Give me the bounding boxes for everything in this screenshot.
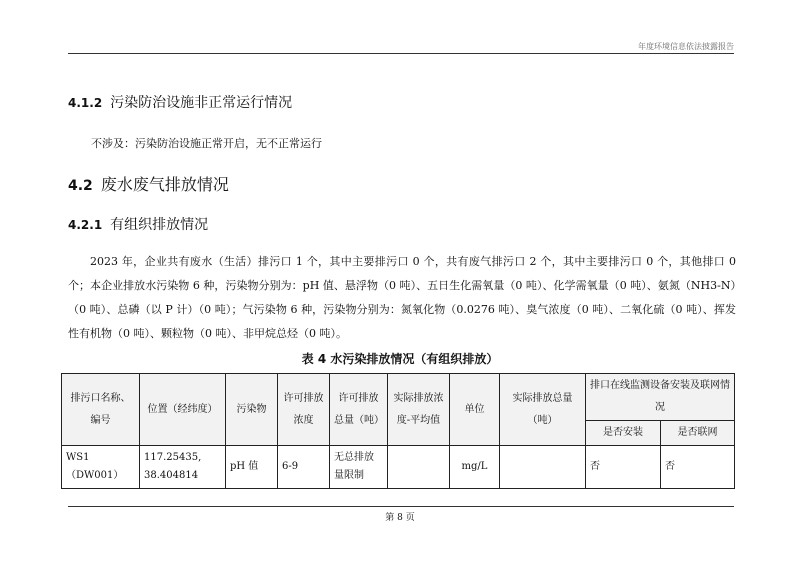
cell-outlet: WS1（DW001）: [62, 446, 140, 489]
header-actual-total: 实际排放总量（吨）: [500, 374, 586, 446]
heading-title: 污染防治设施非正常运行情况: [110, 95, 293, 111]
header-unit: 单位: [450, 374, 500, 446]
header-installed: 是否安装: [586, 421, 661, 446]
heading-4-2: [68, 172, 229, 195]
table-row: [62, 446, 735, 489]
cell-actual-conc: [388, 446, 450, 489]
header-permit-total: 许可排放总量（吨）: [330, 374, 388, 446]
paragraph-4-1-2: 不涉及：污染防治设施正常开启，无不正常运行: [91, 137, 322, 150]
header-pollutant: 污染物: [226, 374, 278, 446]
header-networked: 是否联网: [661, 421, 735, 446]
table-caption: 表 4 水污染排放情况（有组织排放）: [301, 352, 499, 366]
heading-4-1-2: [68, 92, 292, 112]
header-monitor-group: 排口在线监测设备安装及联网情况: [586, 374, 735, 421]
heading-title: 废水废气排放情况: [100, 175, 229, 194]
header-actual-conc: 实际排放浓度-平均值: [388, 374, 450, 446]
cell-permit-total: 无总排放量限制: [330, 446, 388, 489]
cell-location: 117.25435, 38.404814: [140, 446, 226, 489]
header-location: 位置（经纬度）: [140, 374, 226, 446]
heading-number: 4.2.1: [68, 218, 103, 232]
cell-installed: 否: [586, 446, 661, 489]
page-number: 第 8 页: [385, 513, 415, 523]
cell-actual-total: [500, 446, 586, 489]
heading-number: 4.1.2: [68, 96, 103, 110]
heading-title: 有组织排放情况: [110, 217, 209, 233]
header-permit-conc: 许可排放浓度: [278, 374, 330, 446]
heading-4-2-1: [68, 214, 208, 234]
cell-pollutant: pH 值: [226, 446, 278, 489]
heading-number: 4.2: [68, 178, 93, 194]
footer-rule: [68, 506, 734, 507]
header-rule: [68, 53, 734, 54]
running-header: 年度环境信息依法披露报告: [638, 42, 734, 51]
cell-unit: mg/L: [450, 446, 500, 489]
cell-networked: 否: [661, 446, 735, 489]
paragraph-4-2-1: 2023 年，企业共有废水（生活）排污口 1 个，其中主要排污口 0 个，共有废气排污口 2 个，其中主要排污口 0 个，其他排口 0 个；本企业排放水污染物 6 种，污染物分别为：pH 值、悬浮物（0 吨）、五日生化需氧量（0 吨）、化学需氧量（0 吨）、氨氮（NH3-N）（0 吨）、总磷（以 P 计）（0 吨）；气污染物 6 种，污染物分别为：氮氧化物（0.0276 吨）、臭气浓度（0 吨）、二氧化硫（0 吨）、挥发性有机物（0 吨）、颗粒物（0 吨）、非甲烷总烃（0 吨）。: [68, 255, 736, 340]
water-pollution-table: [61, 373, 735, 489]
cell-permit-conc: 6-9: [278, 446, 330, 489]
header-outlet: 排污口名称、编号: [62, 374, 140, 446]
